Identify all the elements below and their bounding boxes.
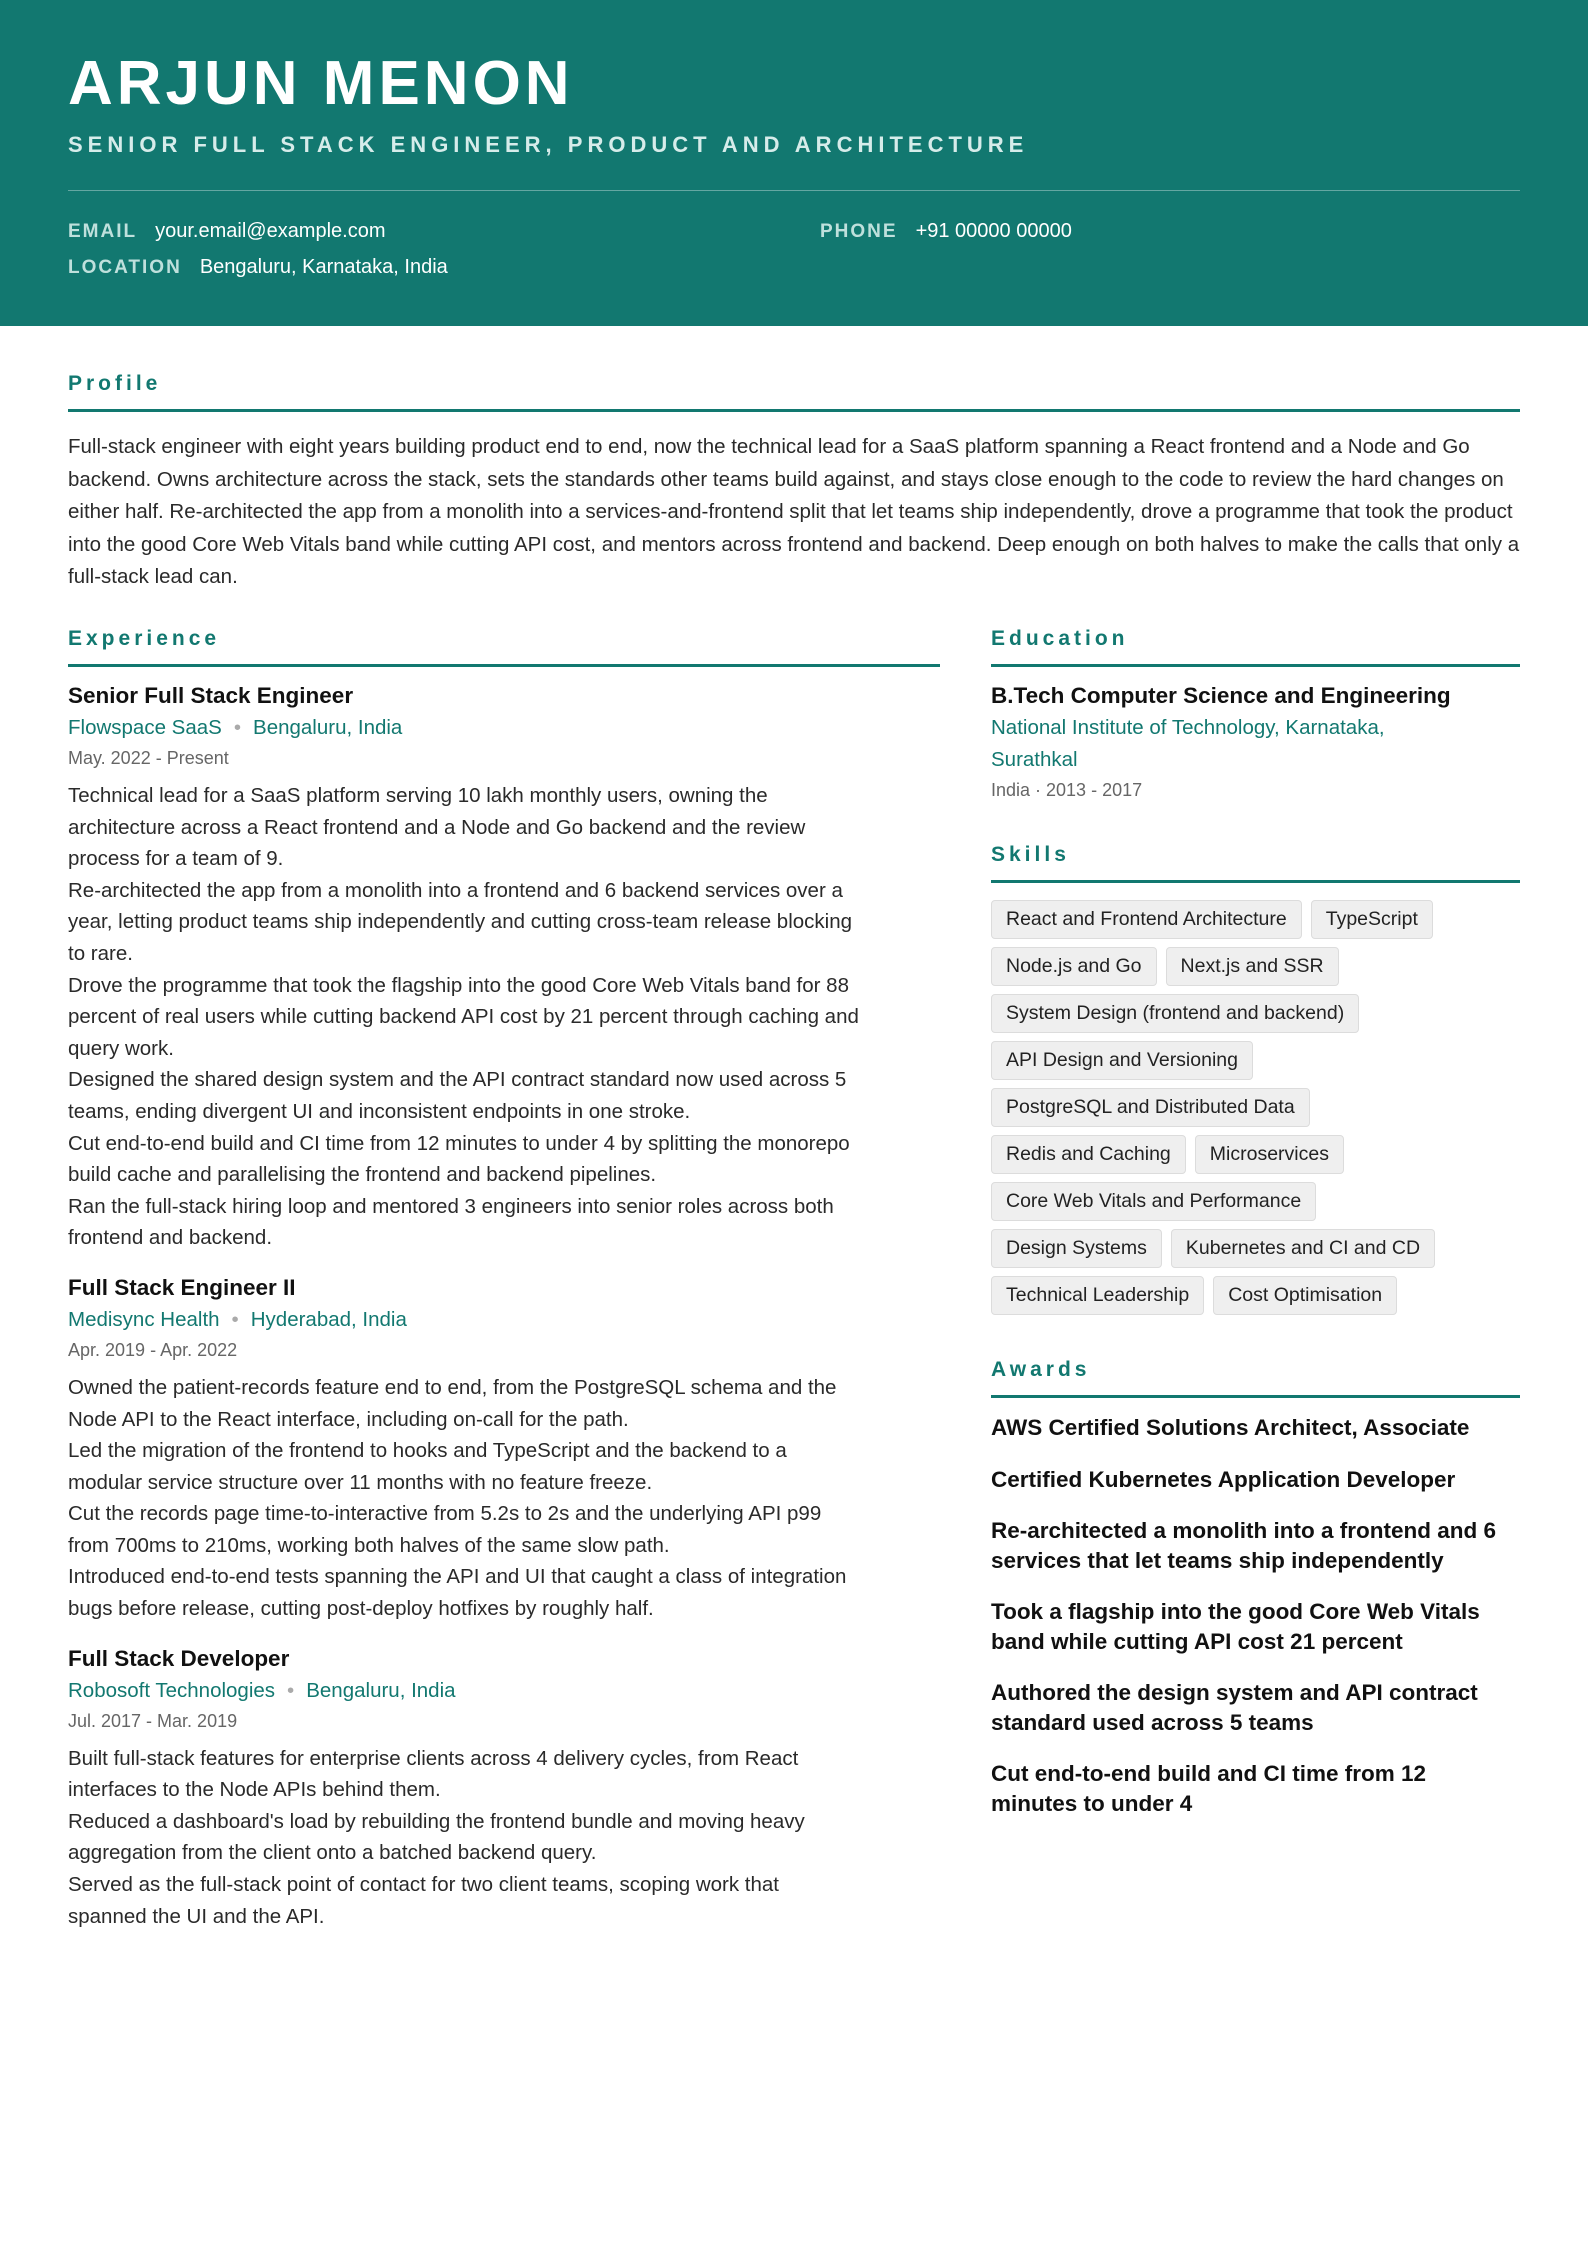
skill-row (991, 1229, 1531, 1268)
award-item (991, 1516, 1531, 1575)
job-detail-line: frontend and backend. (68, 1226, 273, 1250)
job-detail-line: Cut end-to-end build and CI time from 12 minutes to under 4 by splitting the monorepo (68, 1131, 850, 1155)
skill-chip: PostgreSQL and Distributed Data (991, 1088, 1310, 1127)
award-item (991, 1678, 1531, 1737)
job-location: Bengaluru, India (253, 716, 403, 739)
job-dates: May. 2022 - Present (68, 748, 229, 768)
job-detail-line: interfaces to the Node APIs behind them. (68, 1778, 441, 1802)
skill-chip: Design Systems (991, 1229, 1162, 1268)
skill-chip: Core Web Vitals and Performance (991, 1182, 1316, 1221)
candidate-name: ARJUN MENON (68, 49, 574, 118)
job-detail-line: bugs before release, cutting post-deploy hotfixes by roughly half. (68, 1597, 654, 1621)
job-company: Medisync Health (68, 1307, 220, 1331)
job-detail-line: Reduced a dashboard's load by rebuilding the frontend bundle and moving heavy (68, 1809, 805, 1833)
job-entry (68, 680, 940, 1254)
job-meta (68, 1675, 940, 1707)
job-title: Full Stack Engineer II (68, 1274, 296, 1300)
skill-chip: React and Frontend Architecture (991, 900, 1302, 939)
skill-chip: Technical Leadership (991, 1276, 1204, 1315)
edu-meta: India · 2013 - 2017 (991, 780, 1143, 800)
experience-list (68, 680, 940, 1950)
skill-chip: Cost Optimisation (1213, 1276, 1397, 1315)
award-line: band while cutting API cost 21 percent (991, 1628, 1403, 1654)
skill-row (991, 1182, 1531, 1221)
award-item (991, 1413, 1531, 1443)
award-line: Authored the design system and API contract (991, 1680, 1478, 1705)
award-line: Re-architected a monolith into a frontend and 6 (991, 1518, 1497, 1543)
job-detail-line: Ran the full-stack hiring loop and mentored 3 engineers into senior roles across both (68, 1194, 834, 1218)
job-title: Full Stack Developer (68, 1645, 290, 1671)
award-line: services that let teams ship independently (991, 1547, 1444, 1573)
skill-row (991, 1135, 1531, 1174)
awards-heading: Awards (991, 1358, 1091, 1381)
job-detail-line: percent of real users while cutting backend API cost by 21 percent through caching and (68, 1005, 859, 1029)
job-company: Flowspace SaaS (68, 716, 222, 739)
experience-rule (68, 664, 940, 667)
separator-dot: • (287, 1678, 295, 1702)
education-rule (991, 664, 1520, 667)
award-line: standard used across 5 teams (991, 1709, 1314, 1735)
skills-list (991, 900, 1531, 1323)
job-entry (68, 1272, 940, 1625)
edu-degree: B.Tech Computer Science and Engineering (991, 683, 1451, 708)
job-detail-line: build cache and parallelising the frontend and backend pipelines. (68, 1163, 657, 1187)
skills-heading: Skills (991, 843, 1070, 866)
skill-chip: Node.js and Go (991, 947, 1157, 986)
skill-chip: Next.js and SSR (1166, 947, 1339, 986)
job-location: Hyderabad, India (250, 1307, 407, 1331)
skills-rule (991, 880, 1520, 883)
skill-chip: System Design (frontend and backend) (991, 994, 1359, 1033)
job-detail-line: Re-architected the app from a monolith into a frontend and 6 backend services over a (68, 878, 843, 902)
email-value[interactable]: your.email@example.com (155, 220, 386, 242)
location-label: LOCATION (68, 257, 182, 278)
job-detail-line: process for a team of 9. (68, 847, 284, 871)
profile-heading: Profile (68, 372, 162, 395)
awards-list (991, 1413, 1531, 1840)
job-detail-line: architecture across a React frontend and a Node and Go backend and the review (68, 815, 806, 839)
separator-dot: • (231, 1307, 239, 1331)
job-meta (68, 712, 940, 744)
skill-chip: Microservices (1195, 1135, 1344, 1174)
job-detail-line: Owned the patient-records feature end to end, from the PostgreSQL schema and the (68, 1375, 837, 1399)
profile-summary: Full-stack engineer with eight years building product end to end, now the technical lead for a SaaS platform spanning a React frontend and a Node and Go backend. Owns architecture across the stack, sets the standards other teams build against, and stays close enough to the code to review the hard changes on either half. Re-architected the app from a monolith into a services-and-frontend split that let teams ship independently, drove a programme that took the product into the good Core Web Vitals band while cutting API cost, and mentors across frontend and backend. Deep enough on both halves to make the calls that only a full-stack lead can. (68, 435, 1520, 588)
job-detail-line: to rare. (68, 941, 133, 965)
education-entry (991, 680, 1520, 804)
experience-heading: Experience (68, 627, 221, 650)
job-detail-line: spanned the UI and the API. (68, 1904, 325, 1928)
edu-school-line: Surathkal (991, 748, 1078, 771)
skill-chip: Redis and Caching (991, 1135, 1186, 1174)
job-meta (68, 1304, 940, 1336)
skill-row (991, 947, 1531, 986)
job-detail-line: Designed the shared design system and the API contract standard now used across 5 (68, 1068, 847, 1092)
award-line: minutes to under 4 (991, 1790, 1193, 1816)
job-location: Bengaluru, India (306, 1678, 456, 1702)
job-detail-line: Led the migration of the frontend to hooks and TypeScript and the backend to a (68, 1439, 787, 1463)
location-value: Bengaluru, Karnataka, India (199, 256, 448, 278)
contact-email (68, 218, 386, 245)
job-detail-line: from 700ms to 210ms, working both halves of the same slow path. (68, 1533, 670, 1557)
phone-value[interactable]: +91 00000 00000 (915, 220, 1072, 242)
job-title: Senior Full Stack Engineer (68, 683, 354, 708)
skill-row (991, 900, 1531, 939)
skill-row (991, 1041, 1531, 1080)
job-detail-line: Introduced end-to-end tests spanning the API and UI that caught a class of integration (68, 1565, 847, 1589)
job-detail-line: Built full-stack features for enterprise clients across 4 delivery cycles, from React (68, 1746, 799, 1770)
job-company: Robosoft Technologies (68, 1678, 276, 1702)
skill-row (991, 994, 1531, 1033)
job-dates: Jul. 2017 - Mar. 2019 (68, 1710, 238, 1731)
skill-chip: TypeScript (1311, 900, 1433, 939)
skill-row (991, 1276, 1531, 1315)
award-line: Cut end-to-end build and CI time from 12 (991, 1761, 1426, 1786)
candidate-headline: SENIOR FULL STACK ENGINEER, PRODUCT AND ARCHITECTURE (68, 132, 1029, 157)
phone-label: PHONE (820, 221, 898, 242)
job-detail-line: Cut the records page time-to-interactive from 5.2s to 2s and the underlying API p99 (68, 1502, 822, 1526)
award-line: Took a flagship into the good Core Web Vitals (991, 1599, 1480, 1624)
skill-row (991, 1088, 1531, 1127)
job-entry (68, 1643, 940, 1933)
job-detail-line: modular service structure over 11 months with no feature freeze. (68, 1470, 653, 1494)
job-detail-line: aggregation from the client onto a batched backend query. (68, 1841, 597, 1865)
education-heading: Education (991, 627, 1129, 650)
skill-chip: Kubernetes and CI and CD (1171, 1229, 1435, 1268)
edu-school-line: National Institute of Technology, Karnataka, (991, 716, 1385, 739)
job-detail-line: query work. (68, 1036, 174, 1060)
award-line: AWS Certified Solutions Architect, Associate (991, 1415, 1470, 1440)
job-detail-line: year, letting product teams ship independently and cutting cross-team release blocking (68, 910, 853, 934)
award-item (991, 1759, 1531, 1818)
job-detail-line: Node API to the React interface, including on-call for the path. (68, 1407, 629, 1431)
awards-rule (991, 1395, 1520, 1398)
separator-dot: • (233, 716, 242, 739)
award-item (991, 1597, 1531, 1656)
award-line: Certified Kubernetes Application Developer (991, 1466, 1456, 1492)
job-detail-line: Technical lead for a SaaS platform serving 10 lakh monthly users, owning the (68, 784, 768, 807)
job-detail-line: Drove the programme that took the flagship into the good Core Web Vitals band for 88 (68, 973, 849, 997)
skill-chip: API Design and Versioning (991, 1041, 1253, 1080)
email-label: EMAIL (68, 221, 138, 242)
job-detail-line: Served as the full-stack point of contact for two client teams, scoping work that (68, 1873, 780, 1897)
profile-rule (68, 409, 1520, 412)
job-dates: Apr. 2019 - Apr. 2022 (68, 1339, 238, 1360)
award-item (991, 1465, 1531, 1495)
contact-location (68, 254, 448, 281)
contact-phone (820, 218, 1072, 245)
job-detail-line: teams, ending divergent UI and inconsistent endpoints in one stroke. (68, 1099, 691, 1123)
resume-header (0, 0, 1588, 326)
header-divider (68, 190, 1520, 191)
